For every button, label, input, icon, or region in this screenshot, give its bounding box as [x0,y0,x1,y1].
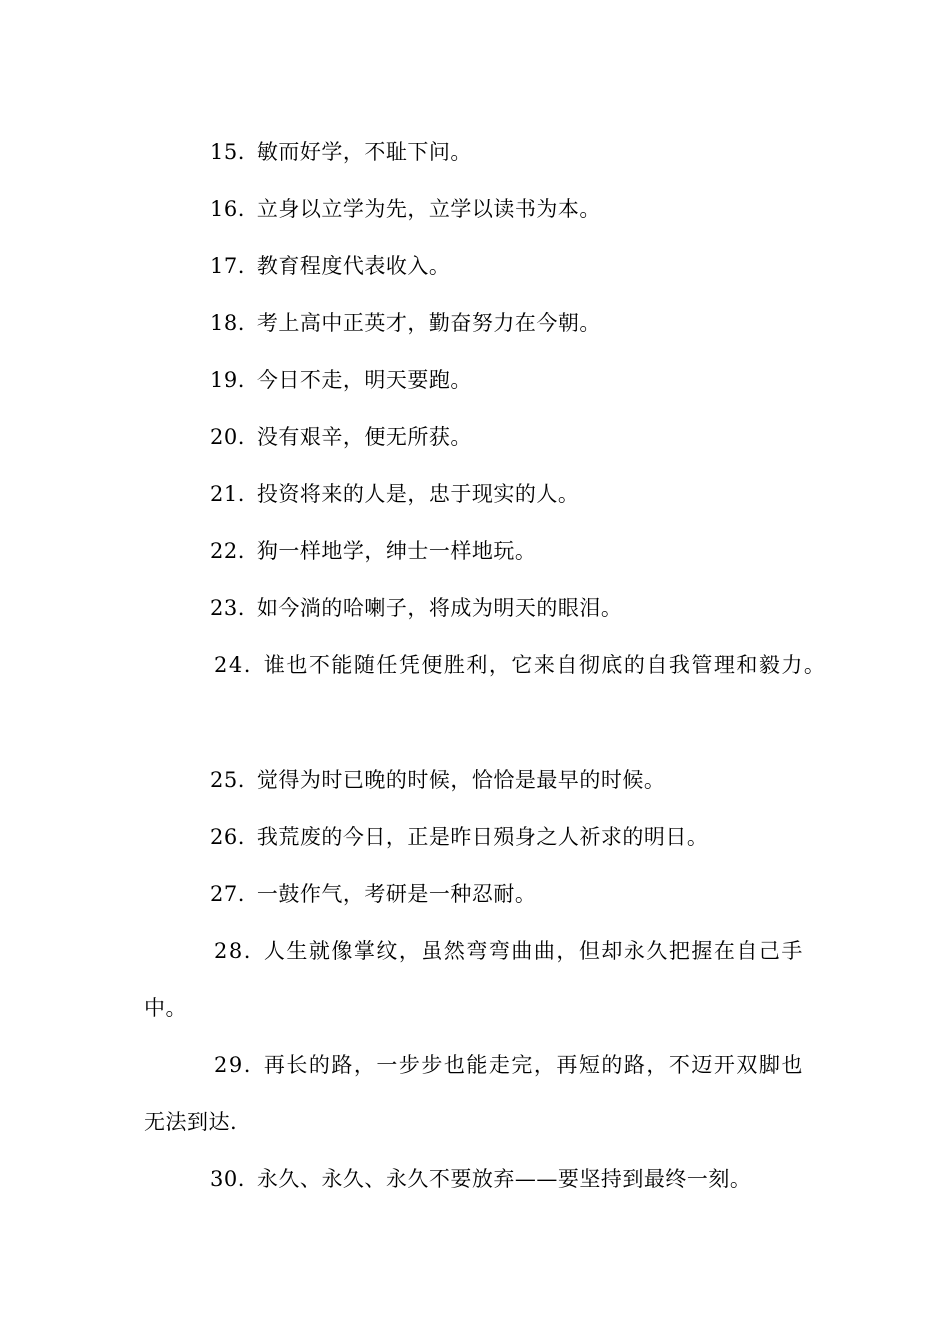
item-text: 永久、永久、永久不要放弃——要坚持到最终一刻。 [256,1167,752,1191]
list-item [210,1165,751,1193]
item-number: 24. [214,653,252,677]
list-item [210,880,536,908]
list-item [210,252,450,280]
item-text: 人生就像掌纹，虽然弯弯曲曲，但却永久把握在自己手 [263,939,804,963]
item-number: 17. [210,254,245,278]
list-item [210,138,472,166]
item-text: 如今淌的哈喇子，将成为明天的眼泪。 [256,596,623,620]
item-number: 25. [210,768,245,792]
list-item [210,823,708,851]
item-text: 教育程度代表收入。 [256,254,451,278]
list-item [210,423,472,451]
item-text: 今日不走，明天要跑。 [256,368,472,392]
item-text: 没有艰辛，便无所获。 [256,425,472,449]
item-text: 再长的路，一步步也能走完，再短的路，不迈开双脚也 [263,1053,804,1077]
list-item [214,937,804,965]
item-number: 18. [210,311,245,335]
list-item [214,651,826,679]
list-item [210,766,665,794]
list-item [210,537,536,565]
item-text: 立身以立学为先，立学以读书为本。 [256,197,601,221]
item-text: 敏而好学，不耻下问。 [256,140,472,164]
list-item-continuation: 无法到达. [144,1110,238,1134]
list-item [210,309,601,337]
item-number: 27. [210,882,245,906]
list-item [210,594,622,622]
item-number: 23. [210,596,245,620]
item-number: 29. [214,1053,252,1077]
item-text: 觉得为时已晚的时候，恰恰是最早的时候。 [256,768,666,792]
item-text: 我荒废的今日，正是昨日殒身之人祈求的明日。 [256,825,709,849]
item-number: 28. [214,939,252,963]
item-number: 15. [210,140,245,164]
item-number: 26. [210,825,245,849]
item-text: 狗一样地学，绅士一样地玩。 [256,539,537,563]
list-item [210,480,579,508]
list-item [214,1051,804,1079]
item-number: 30. [210,1167,245,1191]
item-text: 考上高中正英才，勤奋努力在今朝。 [256,311,601,335]
item-text: 一鼓作气，考研是一种忍耐。 [256,882,537,906]
list-item [210,366,472,394]
item-number: 19. [210,368,245,392]
item-number: 22. [210,539,245,563]
item-number: 21. [210,482,245,506]
item-text: 谁也不能随任凭便胜利，它来自彻底的自我管理和毅力。 [263,653,827,677]
item-text: 投资将来的人是，忠于现实的人。 [256,482,580,506]
list-item-continuation: 中。 [144,996,187,1020]
item-number: 16. [210,197,245,221]
list-item [210,195,601,223]
item-number: 20. [210,425,245,449]
